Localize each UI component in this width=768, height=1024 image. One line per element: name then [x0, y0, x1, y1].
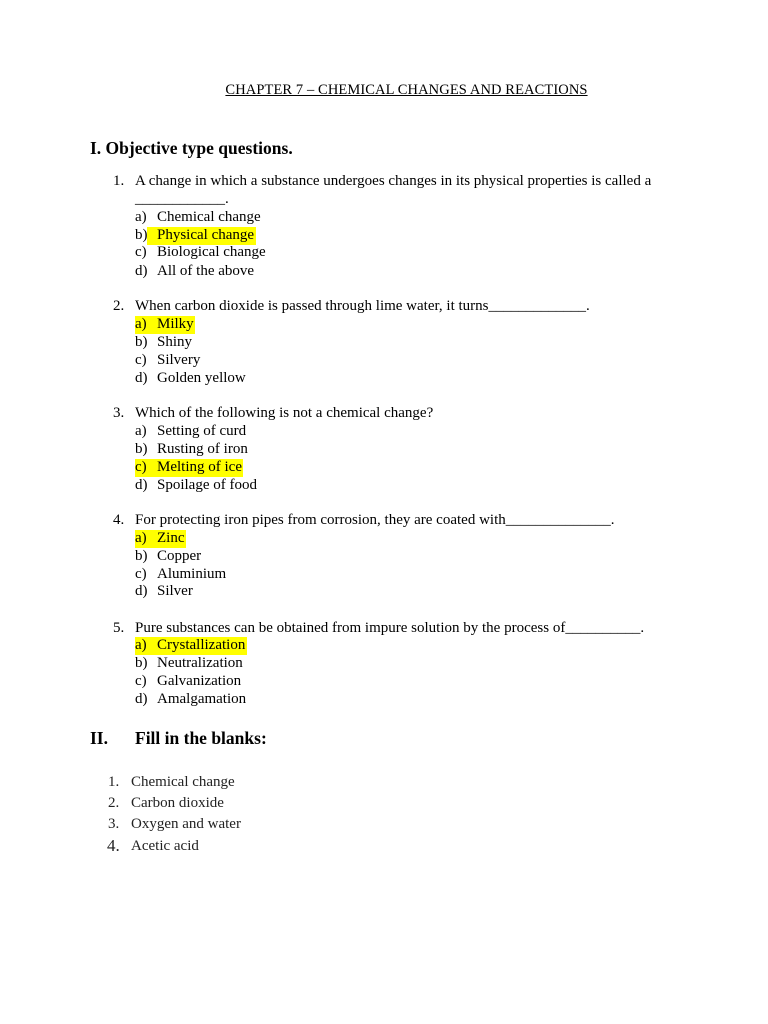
- section-number: II.: [90, 728, 108, 748]
- option-letter: a): [135, 530, 147, 546]
- option-text-correct: Crystallization: [157, 637, 246, 653]
- option-text: Copper: [157, 548, 202, 564]
- option-letter: c): [135, 244, 147, 260]
- option-letter: c): [135, 459, 147, 475]
- option-letter: b): [135, 548, 148, 564]
- option-letter: a): [135, 209, 147, 225]
- question-number: 5.: [113, 620, 125, 636]
- question-text: For protecting iron pipes from corrosion, they are coated with______________.: [135, 512, 615, 528]
- fill-answer-text: Oxygen and water: [131, 816, 241, 832]
- section-heading-objective: I. Objective type questions.: [90, 138, 293, 158]
- fill-answer-number: 3.: [108, 816, 120, 832]
- option-letter: b): [135, 334, 148, 350]
- option-text: Silver: [157, 583, 193, 599]
- question-text: Pure substances can be obtained from impure solution by the process of__________.: [135, 620, 645, 636]
- option-letter: d): [135, 370, 148, 386]
- option-letter: d): [135, 477, 148, 493]
- option-letter: c): [135, 566, 147, 582]
- option-text: Galvanization: [157, 673, 242, 689]
- question-number: 1.: [113, 173, 125, 189]
- question-number: 3.: [113, 405, 125, 421]
- fill-answer-number: 4.: [107, 836, 120, 855]
- option-text: Golden yellow: [157, 370, 246, 386]
- option-letter: d): [135, 583, 148, 599]
- option-letter: a): [135, 637, 147, 653]
- option-text: Spoilage of food: [157, 477, 257, 493]
- option-text: Rusting of iron: [157, 441, 248, 457]
- question-blank: ____________.: [135, 191, 229, 207]
- question-text: Which of the following is not a chemical change?: [135, 405, 434, 421]
- fill-answer-text: Chemical change: [131, 774, 235, 790]
- option-text-correct: Physical change: [157, 227, 255, 243]
- fill-answer-number: 2.: [108, 795, 120, 811]
- option-letter: c): [135, 352, 147, 368]
- fill-answer-text: Carbon dioxide: [131, 795, 224, 811]
- option-text: Setting of curd: [157, 423, 247, 439]
- option-text-correct: Melting of ice: [157, 459, 242, 475]
- section-heading-fill-blanks: Fill in the blanks:: [135, 728, 267, 748]
- option-text: Amalgamation: [157, 691, 247, 707]
- option-text: Biological change: [157, 244, 266, 260]
- option-letter: b): [135, 227, 148, 243]
- option-text: Aluminium: [157, 566, 227, 582]
- fill-answer-text: Acetic acid: [131, 838, 199, 854]
- question-text: When carbon dioxide is passed through lime water, it turns_____________.: [135, 298, 590, 314]
- option-text: Neutralization: [157, 655, 243, 671]
- option-text: Chemical change: [157, 209, 261, 225]
- option-letter: c): [135, 673, 147, 689]
- question-number: 2.: [113, 298, 125, 314]
- option-text-correct: Zinc: [157, 530, 185, 546]
- question-text: A change in which a substance undergoes changes in its physical properties is called a: [135, 173, 652, 189]
- option-letter: b): [135, 655, 148, 671]
- option-text: All of the above: [157, 263, 255, 279]
- page-title: CHAPTER 7 – CHEMICAL CHANGES AND REACTIONS: [225, 82, 588, 98]
- option-letter: b): [135, 441, 148, 457]
- option-text: Silvery: [157, 352, 201, 368]
- option-letter: d): [135, 263, 148, 279]
- option-text: Shiny: [157, 334, 193, 350]
- option-letter: d): [135, 691, 148, 707]
- fill-answer-number: 1.: [108, 774, 120, 790]
- option-text-correct: Milky: [157, 316, 194, 332]
- question-number: 4.: [113, 512, 125, 528]
- option-letter: a): [135, 423, 147, 439]
- option-letter: a): [135, 316, 147, 332]
